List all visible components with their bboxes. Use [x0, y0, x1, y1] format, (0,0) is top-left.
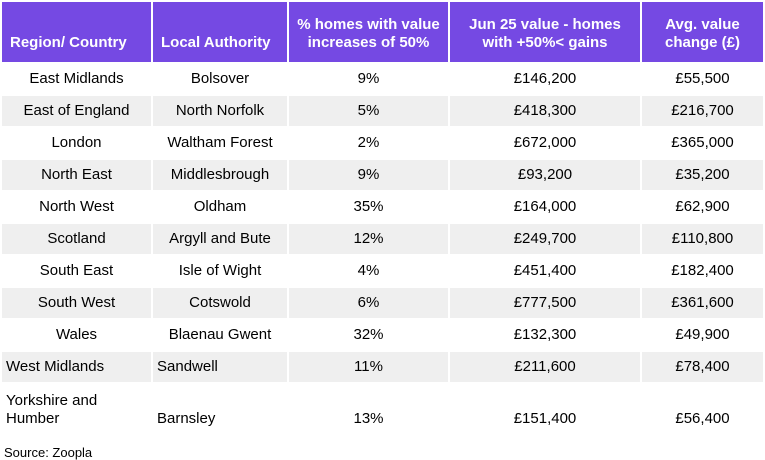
cell-r0-c2: 9%: [289, 64, 448, 94]
table-row: [2, 352, 763, 382]
cell-r10-c4: £56,400: [642, 384, 763, 435]
cell-r2-c3: £672,000: [450, 128, 640, 158]
cell-r10-c0: Yorkshire and Humber: [2, 384, 151, 435]
cell-r6-c2: 4%: [289, 256, 448, 286]
table-header-row: [2, 2, 763, 62]
cell-r8-c2: 32%: [289, 320, 448, 350]
cell-r8-c3: £132,300: [450, 320, 640, 350]
cell-r3-c2: 9%: [289, 160, 448, 190]
cell-r0-c1: Bolsover: [153, 64, 287, 94]
cell-r6-c1: Isle of Wight: [153, 256, 287, 286]
cell-r9-c0: West Midlands: [2, 352, 151, 382]
cell-r5-c0: Scotland: [2, 224, 151, 254]
cell-r7-c2: 6%: [289, 288, 448, 318]
cell-r5-c2: 12%: [289, 224, 448, 254]
cell-r1-c0: East of England: [2, 96, 151, 126]
column-header-3: Jun 25 value - homes with +50%< gains: [450, 2, 640, 62]
cell-r4-c2: 35%: [289, 192, 448, 222]
table-row: [2, 128, 763, 158]
column-header-2: % homes with value increases of 50%: [289, 2, 448, 62]
cell-r2-c1: Waltham Forest: [153, 128, 287, 158]
header-row: [2, 2, 763, 62]
column-header-4: Avg. value change (£): [642, 2, 763, 62]
column-header-0: Region/ Country: [2, 2, 151, 62]
cell-r8-c4: £49,900: [642, 320, 763, 350]
cell-r7-c1: Cotswold: [153, 288, 287, 318]
cell-r4-c0: North West: [2, 192, 151, 222]
cell-r9-c3: £211,600: [450, 352, 640, 382]
cell-r9-c1: Sandwell: [153, 352, 287, 382]
cell-r6-c0: South East: [2, 256, 151, 286]
cell-r4-c4: £62,900: [642, 192, 763, 222]
cell-r0-c3: £146,200: [450, 64, 640, 94]
table-row: [2, 224, 763, 254]
cell-r5-c1: Argyll and Bute: [153, 224, 287, 254]
table-row: [2, 320, 763, 350]
cell-r4-c3: £164,000: [450, 192, 640, 222]
table-row: [2, 192, 763, 222]
table-body: [2, 64, 763, 435]
cell-r8-c0: Wales: [2, 320, 151, 350]
table-row: [2, 288, 763, 318]
table-row: [2, 96, 763, 126]
cell-r1-c4: £216,700: [642, 96, 763, 126]
cell-r3-c0: North East: [2, 160, 151, 190]
cell-r7-c4: £361,600: [642, 288, 763, 318]
cell-r2-c2: 2%: [289, 128, 448, 158]
cell-r10-c2: 13%: [289, 384, 448, 435]
column-header-1: Local Authority: [153, 2, 287, 62]
cell-r10-c3: £151,400: [450, 384, 640, 435]
cell-r3-c4: £35,200: [642, 160, 763, 190]
cell-r1-c3: £418,300: [450, 96, 640, 126]
table-row: [2, 384, 763, 435]
cell-r7-c3: £777,500: [450, 288, 640, 318]
cell-r5-c3: £249,700: [450, 224, 640, 254]
cell-r6-c3: £451,400: [450, 256, 640, 286]
cell-r0-c0: East Midlands: [2, 64, 151, 94]
cell-r2-c4: £365,000: [642, 128, 763, 158]
cell-r3-c3: £93,200: [450, 160, 640, 190]
cell-r6-c4: £182,400: [642, 256, 763, 286]
cell-r10-c1: Barnsley: [153, 384, 287, 435]
cell-r1-c1: North Norfolk: [153, 96, 287, 126]
cell-r3-c1: Middlesbrough: [153, 160, 287, 190]
cell-r5-c4: £110,800: [642, 224, 763, 254]
cell-r1-c2: 5%: [289, 96, 448, 126]
cell-r8-c1: Blaenau Gwent: [153, 320, 287, 350]
cell-r9-c2: 11%: [289, 352, 448, 382]
table-row: [2, 160, 763, 190]
cell-r4-c1: Oldham: [153, 192, 287, 222]
table-row: [2, 64, 763, 94]
cell-r2-c0: London: [2, 128, 151, 158]
cell-r9-c4: £78,400: [642, 352, 763, 382]
source-note: Source: Zoopla: [4, 445, 93, 460]
cell-r7-c0: South West: [2, 288, 151, 318]
cell-r0-c4: £55,500: [642, 64, 763, 94]
table-row: [2, 256, 763, 286]
